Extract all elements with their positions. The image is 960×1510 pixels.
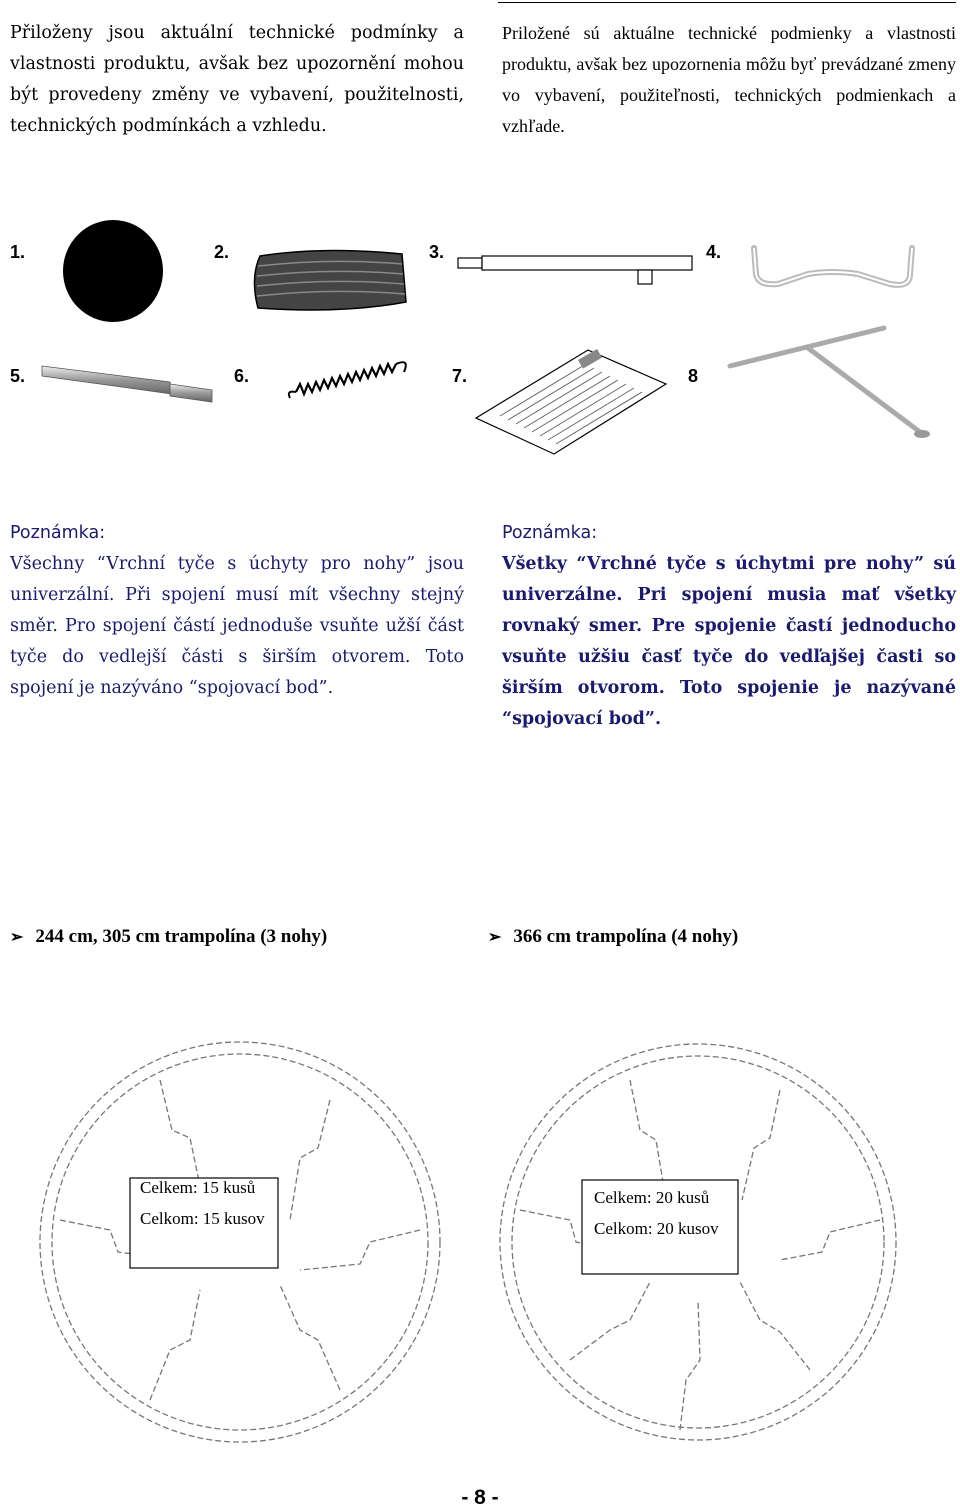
top-rail-image <box>456 252 696 292</box>
note-sk-text: Všetky “Vrchné tyče s úchytmi pre nohy” sú univerzálne. Pri spojení musia mať všetky rovnaký smer. Pre spojenie častí jednoducho vsuňte užšiu časť tyče do vedľajšej časti so širším otvorom. Toto spojenie je nazývané “spojovací bod”. <box>502 554 956 729</box>
frame-diagram-4-legs <box>480 1020 960 1470</box>
header-rule <box>498 2 956 3</box>
part-number-6: 6. <box>234 366 250 386</box>
part-number-2: 2. <box>214 242 230 262</box>
manual-image <box>470 348 670 458</box>
intro-cz-text: Přiloženy jsou aktuální technické podmínky a vlastnosti produktu, avšak bez upozornění mohou být provedeny změny ve vybavení, použitelnosti, technických podmínkách a vzhledu. <box>10 23 464 136</box>
intro-sk <box>502 18 956 142</box>
diagram-left-total <box>140 1172 265 1234</box>
part-number-5: 5. <box>10 366 26 386</box>
part-number-8: 8 <box>688 366 699 386</box>
note-cz-title: Poznámka: <box>10 523 106 543</box>
padding-image <box>252 248 408 318</box>
diagram-left-total-cz: Celkem: 15 kusů <box>140 1178 256 1197</box>
page-number: - 8 - <box>461 1486 499 1509</box>
diagram-right-total <box>594 1182 719 1244</box>
note-sk-title: Poznámka: <box>502 523 598 543</box>
part-number-1: 1. <box>10 242 26 262</box>
intro-cz <box>10 18 464 142</box>
diagram-left-heading <box>10 926 327 948</box>
diagram-left-heading-text: 244 cm, 305 cm trampolína (3 nohy) <box>35 926 328 947</box>
w-leg-image <box>748 244 920 294</box>
note-cz <box>10 518 464 704</box>
frame-diagram-3-legs <box>0 1020 480 1470</box>
note-sk <box>502 518 956 735</box>
arrow-bullet-icon: ➢ <box>10 929 24 946</box>
part-number-4: 4. <box>706 242 722 262</box>
diagram-right-total-sk: Celkom: 20 kusov <box>594 1219 719 1238</box>
diagram-left-total-sk: Celkom: 15 kusov <box>140 1209 265 1228</box>
part-number-3: 3. <box>429 242 445 262</box>
diagram-right-heading-text: 366 cm trampolína (4 nohy) <box>513 926 739 947</box>
spring-image <box>286 354 416 404</box>
note-cz-text: Všechny “Vrchní tyče s úchyty pro nohy” jsou univerzální. Při spojení musí mít všechny stejný směr. Pro spojení částí jednoduše vsuňte užší část tyče do vedlejší části s širším otvorem. Toto spojení je nazýváno “spojovací bod”. <box>10 554 464 698</box>
leg-tube-image <box>40 362 216 408</box>
t-wrench-image <box>724 322 944 442</box>
intro-sk-text: Priložené sú aktuálne technické podmienky a vlastnosti produktu, avšak bez upozornenia môžu byť prevádzané zmeny vo vybavení, použiteľnosti, technických podmienkach a vzhľade. <box>502 23 956 136</box>
diagram-right-heading <box>488 926 738 948</box>
arrow-bullet-icon: ➢ <box>488 929 502 946</box>
diagram-right-total-cz: Celkem: 20 kusů <box>594 1188 710 1207</box>
part-number-7: 7. <box>452 366 468 386</box>
mat-image <box>60 218 170 328</box>
